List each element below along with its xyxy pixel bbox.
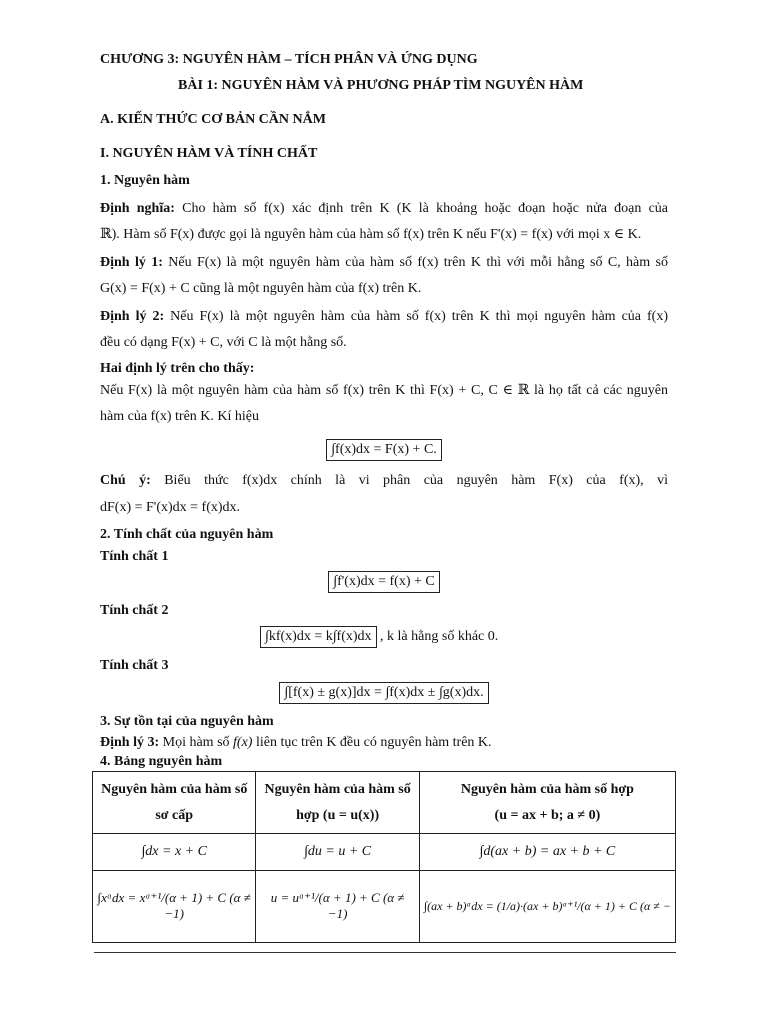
note-text-1: Biểu thức f(x)dx chính là vi phân của nguyên hàm F(x) của f(x), vì [150, 473, 668, 488]
theorem3-line [100, 734, 492, 752]
table-cell: u = uᵅ⁺¹/(α + 1) + C (α ≠ −1) [256, 870, 419, 942]
property3-label: Tính chất 3 [100, 658, 169, 673]
definition-line-2: ℝ). Hàm số F(x) được gọi là nguyên hàm của hàm số f(x) trên K nếu F'(x) = f(x) với mọi x ∈ K. [100, 227, 642, 242]
table-header-composite [256, 772, 419, 834]
theorem3-fx: f(x) [233, 735, 253, 750]
header-line: (u = ax + b; a ≠ 0) [494, 807, 601, 823]
theorem1-text-1: Nếu F(x) là một nguyên hàm của hàm số f(x) trên K thì với mỗi hằng số C, hàm số [162, 255, 668, 270]
two-theorems-line-1: Nếu F(x) là một nguyên hàm của hàm số f(x) trên K thì F(x) + C, C ∈ ℝ là họ tất cả các nguyên [100, 383, 668, 398]
property2-formula-row [260, 626, 498, 648]
definition-label: Định nghĩa: [100, 201, 175, 216]
subsection-3-heading: 3. Sự tồn tại của nguyên hàm [100, 714, 274, 729]
theorem3-text-b: liên tục trên K đều có nguyên hàm trên K. [252, 735, 492, 750]
theorem1-line-2: G(x) = F(x) + C cũng là một nguyên hàm của f(x) trên K. [100, 281, 422, 296]
definition-line-1 [100, 200, 668, 218]
table-row [93, 870, 676, 942]
note-line-2: dF(x) = F'(x)dx = f(x)dx. [100, 500, 241, 515]
notation-formula: ∫f(x)dx = F(x) + C. [326, 439, 442, 461]
theorem2-text-1: Nếu F(x) là một nguyên hàm của hàm số f(x) trên K thì mọi nguyên hàm của f(x) [164, 309, 668, 324]
property2-formula: ∫kf(x)dx = k∫f(x)dx [260, 626, 377, 648]
section-i-heading: I. NGUYÊN HÀM VÀ TÍNH CHẤT [100, 146, 318, 161]
header-line: Nguyên hàm của hàm số hợp [460, 781, 634, 797]
table-cell: ∫du = u + C [256, 834, 419, 870]
chapter-title: CHƯƠNG 3: NGUYÊN HÀM – TÍCH PHÂN VÀ ỨNG DỤNG [100, 52, 478, 67]
antiderivative-notation [0, 439, 768, 461]
header-line: hợp (u = u(x)) [296, 807, 380, 823]
table-cell: ∫d(ax + b) = ax + b + C [419, 834, 675, 870]
footer-divider [94, 952, 676, 953]
definition-text-1: Cho hàm số f(x) xác định trên K (K là khoảng hoặc đoạn hoặc nửa đoạn của [174, 201, 669, 216]
subsection-2-heading: 2. Tính chất của nguyên hàm [100, 527, 274, 542]
property3-formula: ∫[f(x) ± g(x)]dx = ∫f(x)dx ± ∫g(x)dx. [279, 682, 488, 704]
property3-formula-row [0, 682, 768, 704]
two-theorems-heading: Hai định lý trên cho thấy: [100, 361, 255, 376]
table-cell: ∫dx = x + C [93, 834, 256, 870]
table-row [93, 834, 676, 870]
property1-label: Tính chất 1 [100, 549, 169, 564]
property1-formula: ∫f'(x)dx = f(x) + C [328, 571, 439, 593]
subsection-4-heading: 4. Bảng nguyên hàm [100, 754, 223, 769]
lesson-title: BÀI 1: NGUYÊN HÀM VÀ PHƯƠNG PHÁP TÌM NGUYÊN HÀM [178, 78, 584, 93]
theorem2-line-1 [100, 308, 668, 326]
note-label: Chú ý: [100, 473, 151, 488]
table-cell: ∫xᵅdx = xᵅ⁺¹/(α + 1) + C (α ≠ −1) [93, 870, 256, 942]
table-header-elementary [93, 772, 256, 834]
property1-formula-row [0, 571, 768, 593]
table-header-linear-composite [419, 772, 675, 834]
property2-label: Tính chất 2 [100, 603, 169, 618]
theorem3-text-a: Mọi hàm số [159, 735, 234, 750]
theorem3-label: Định lý 3: [100, 735, 160, 750]
section-a-heading: A. KIẾN THỨC CƠ BẢN CẦN NẮM [100, 112, 326, 127]
theorem2-line-2: đều có dạng F(x) + C, với C là một hằng số. [100, 335, 347, 350]
table-header-row [93, 772, 676, 834]
subsection-1-heading: 1. Nguyên hàm [100, 173, 190, 188]
header-line: Nguyên hàm của hàm số [264, 781, 411, 797]
header-line: sơ cấp [155, 807, 194, 823]
two-theorems-line-2: hàm của f(x) trên K. Kí hiệu [100, 409, 259, 424]
theorem1-line-1 [100, 254, 668, 272]
property2-note: , k là hằng số khác 0. [376, 629, 499, 644]
note-line-1 [100, 472, 668, 490]
theorem2-label: Định lý 2: [100, 309, 165, 324]
header-line: Nguyên hàm của hàm số [101, 781, 248, 797]
table-cell: ∫(ax + b)ᵅdx = (1/a)·(ax + b)ᵅ⁺¹/(α + 1) + C (α ≠ − [419, 870, 675, 942]
antiderivative-table [92, 771, 676, 943]
theorem1-label: Định lý 1: [100, 255, 163, 270]
